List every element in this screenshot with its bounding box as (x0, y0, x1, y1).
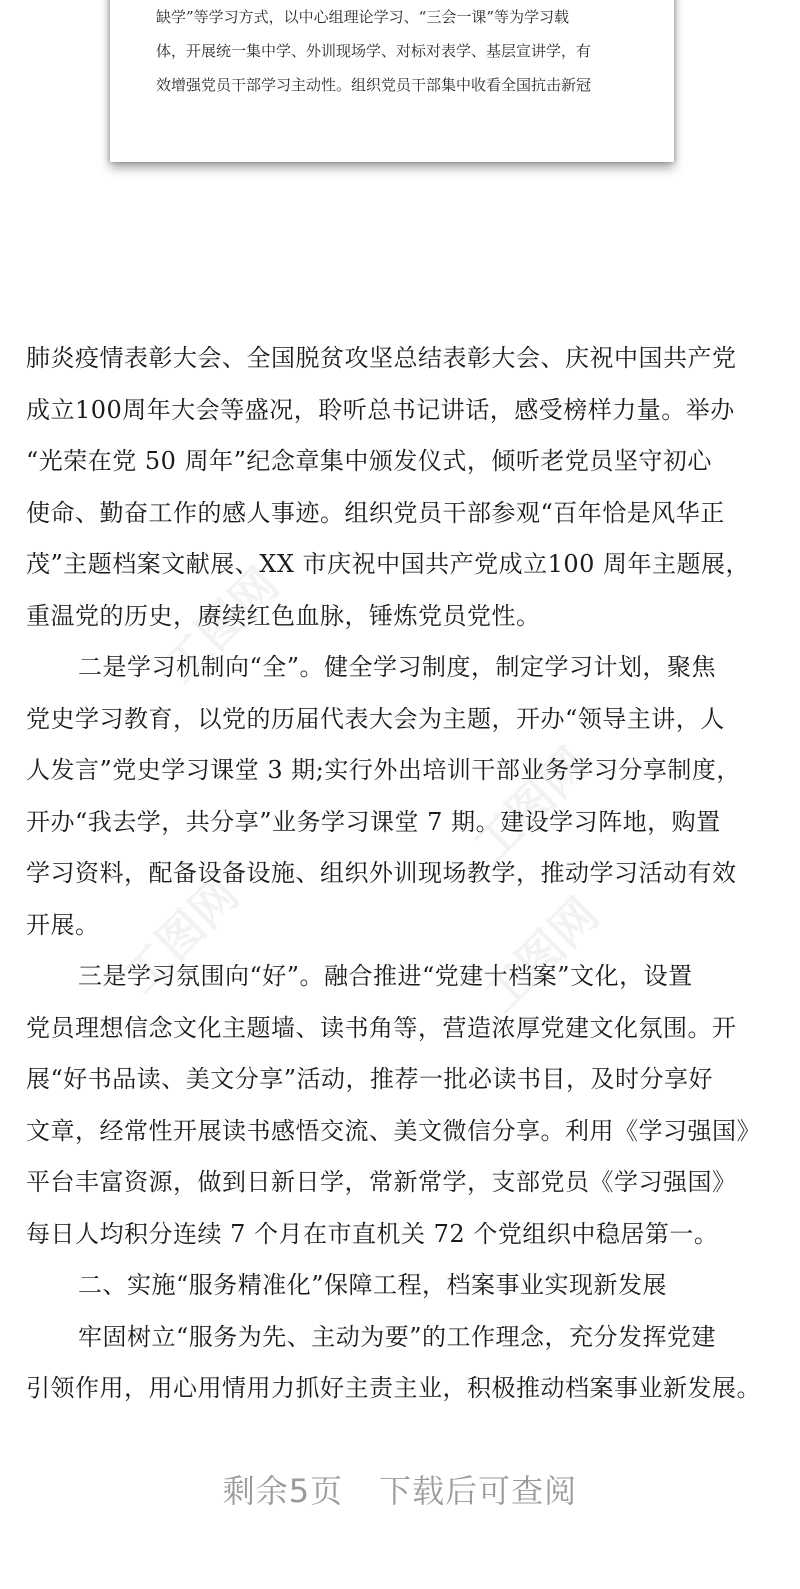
download-hint-label: 下载后可查阅 (379, 1472, 578, 1510)
body-line: 人发言”党史学习课堂 3 期;实行外出培训干部业务学习分享制度， (26, 756, 741, 784)
body-line: 引领作用，用心用情用力抓好主责主业，积极推动档案事业新发展。 (26, 1374, 761, 1402)
body-line: 开办“我去学，共分享”业务学习课堂 7 期。建设学习阵地，购置 (26, 807, 721, 836)
body-line: 学习资料，配备设备设施、组织外训现场教学，推动学习活动有效 (26, 859, 737, 887)
body-line: 开展。 (26, 910, 100, 939)
paragraph-heading-line: 二是学习机制向“全”。健全学习制度，制定学习计划，聚焦 (78, 653, 717, 681)
body-line: 平台丰富资源，做到日新日学，常新常学，支部党员《学习强国》 (26, 1168, 737, 1196)
body-line: 每日人均积分连续 7 个月在市直机关 72 个党组织中稳居第一。 (26, 1219, 719, 1248)
section-heading: 二、实施“服务精准化”保障工程，档案事业实现新发展 (78, 1271, 668, 1299)
preview-card-line: 效增强党员干部学习主动性。组织党员干部集中收看全国抗击新冠 (156, 76, 592, 94)
preview-page-card (110, 0, 674, 162)
paragraph-heading-line: 三是学习氛围向“好”。融合推进“党建十档案”文化，设置 (78, 962, 693, 990)
body-line: 茂”主题档案文献展、XX 市庆祝中国共产党成立100 周年主题展， (26, 550, 751, 578)
body-line: 党员理想信念文化主题墙、读书角等，营造浓厚党建文化氛围。开 (26, 1013, 737, 1042)
body-line: 使命、勤奋工作的感人事迹。组织党员干部参观“百年恰是风华正 (26, 498, 725, 527)
watermark-logo: 工图网 (463, 737, 600, 874)
paragraph-heading-line: 牢固树立“服务为先、主动为要”的工作理念，充分发挥党建 (78, 1322, 717, 1351)
watermark-logo: 工图网 (153, 557, 290, 694)
watermark-logo: 工图网 (113, 867, 250, 1004)
remaining-pages-label: 剩余5页 (222, 1472, 344, 1510)
body-line: 文章，经常性开展读书感悟交流、美文微信分享。利用《学习强国》 (26, 1116, 761, 1145)
watermark-logo: 工图网 (473, 887, 610, 1024)
preview-card-text (156, 0, 634, 102)
download-prompt[interactable] (0, 1466, 800, 1512)
body-line: 展“好书品读、美文分享”活动，推荐一批必读书目，及时分享好 (26, 1065, 714, 1093)
body-line: 党史学习教育，以党的历届代表大会为主题，开办“领导主讲，人 (26, 704, 725, 733)
body-line: 肺炎疫情表彰大会、全国脱贫攻坚总结表彰大会、庆祝中国共产党 (26, 344, 737, 372)
document-body (26, 333, 772, 1415)
preview-card-line: 体，开展统一集中学、外训现场学、对标对表学、基层宣讲学，有 (156, 42, 592, 60)
body-line: 重温党的历史，赓续红色血脉，锤炼党员党性。 (26, 601, 541, 630)
body-line: “光荣在党 50 周年”纪念章集中颁发仪式，倾听老党员坚守初心 (26, 447, 712, 475)
preview-card-line: 缺学”等学习方式，以中心组理论学习、“三会一课”等为学习载 (156, 8, 570, 26)
body-line: 成立100周年大会等盛况，聆听总书记讲话，感受榜样力量。举办 (26, 395, 735, 424)
